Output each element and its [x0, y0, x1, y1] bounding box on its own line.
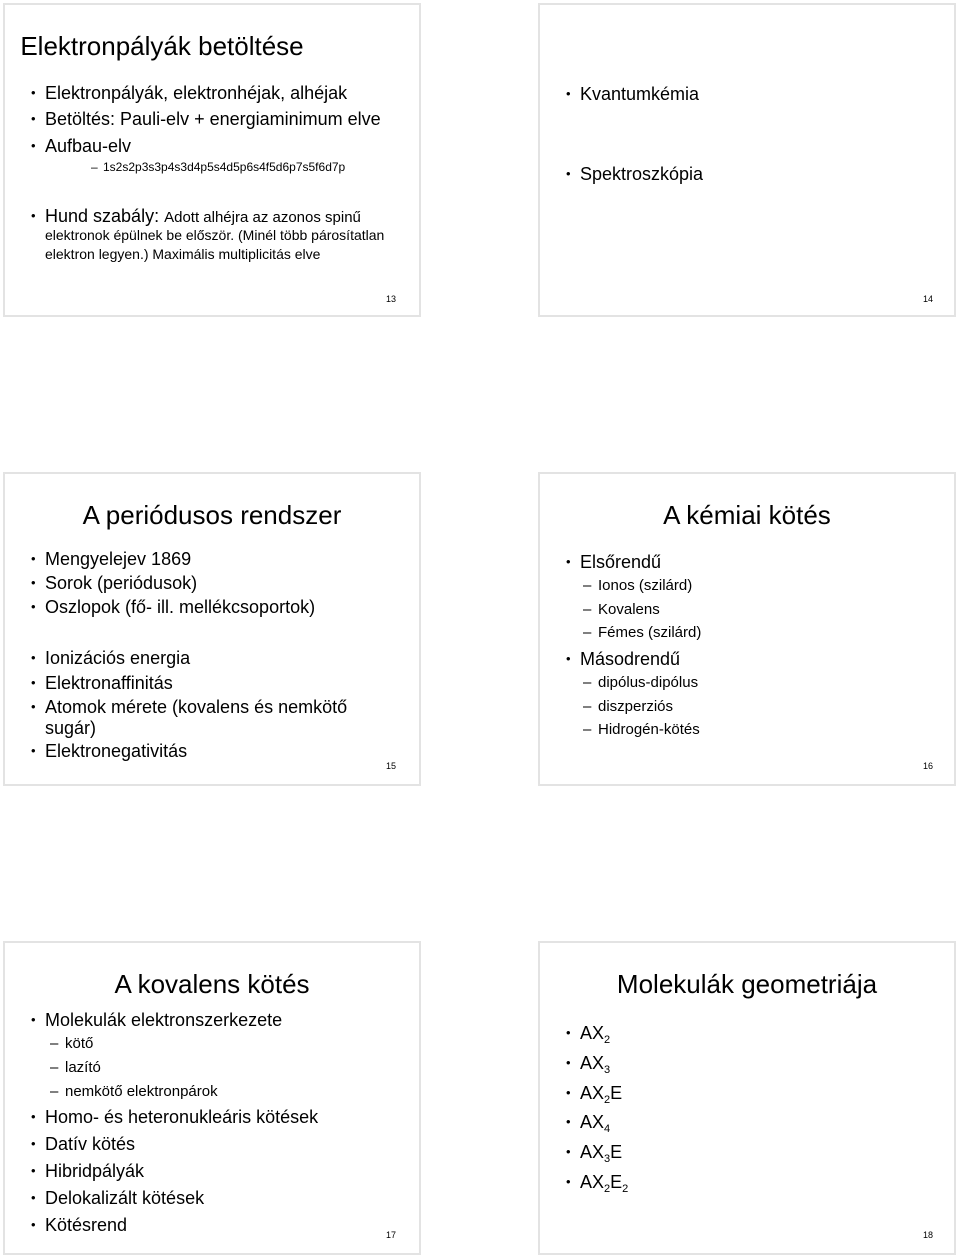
- slide-14: [538, 3, 956, 317]
- bullet-icon: •: [31, 111, 36, 126]
- hund-line-3: elektron legyen.) Maximális multiplicitás elve: [45, 246, 321, 262]
- bullet-icon: •: [31, 138, 36, 153]
- dash-icon: –: [583, 698, 592, 715]
- slide-13: [3, 3, 421, 317]
- dash-icon: –: [583, 624, 592, 641]
- bullet-item: • Hund szabály: Adott alhéjra az azonos spinű: [31, 206, 361, 226]
- bullet-item: • Sorok (periódusok): [31, 573, 198, 593]
- slide-number: 14: [923, 294, 934, 304]
- slide-number: 15: [386, 761, 397, 771]
- bullet-item: • Másodrendű: [566, 649, 681, 669]
- dash-icon: –: [583, 721, 592, 738]
- bullet-item: • Delokalizált kötések: [31, 1188, 205, 1208]
- slide-number: 13: [386, 294, 397, 304]
- slide-number: 17: [386, 1230, 397, 1240]
- bullet-icon: •: [31, 575, 36, 590]
- bullet-item: • Elektronpályák, elektronhéjak, alhéjak: [31, 83, 348, 103]
- bullet-item: • Atomok mérete (kovalens és nemkötő: [31, 697, 348, 717]
- bullet-icon: •: [566, 1085, 571, 1100]
- bullet-item: • Kötésrend: [31, 1215, 128, 1235]
- geometry-item: • $AX_3$: [566, 1053, 611, 1076]
- bullet-item: • Elsőrendű: [566, 552, 662, 572]
- dash-icon: –: [583, 601, 592, 618]
- slide-title: Molekulák geometriája: [616, 969, 878, 999]
- slide-title: A kémiai kötés: [663, 500, 831, 530]
- bullet-item: • Homo- és heteronukleáris kötések: [31, 1107, 319, 1127]
- slide-title: A periódusos rendszer: [82, 500, 342, 530]
- bullet-icon: •: [566, 554, 571, 569]
- bullet-item: • Datív kötés: [31, 1134, 136, 1154]
- slide-number: 16: [923, 761, 934, 771]
- bullet-item: • Hibridpályák: [31, 1161, 145, 1181]
- bullet-icon: •: [566, 1174, 571, 1189]
- bullet-item: • Elektronegativitás: [31, 741, 188, 761]
- sub-item: – lazító: [50, 1059, 101, 1076]
- bullet-item: • Aufbau-elv: [31, 136, 132, 156]
- bullet-icon: •: [31, 1163, 36, 1178]
- slide-15: [3, 472, 421, 786]
- geometry-item: • $AX_2E$: [566, 1083, 623, 1106]
- slide-title: A kovalens kötés: [114, 969, 310, 999]
- bullet-icon: •: [31, 1012, 36, 1027]
- bullet-item: • Elektronaffinitás: [31, 673, 173, 693]
- bullet-icon: •: [31, 599, 36, 614]
- bullet-icon: •: [31, 1136, 36, 1151]
- dash-icon: –: [583, 577, 592, 594]
- sub-item: – Ionos (szilárd): [583, 577, 693, 594]
- sub-item: – nemkötő elektronpárok: [50, 1083, 218, 1100]
- bullet-icon: •: [31, 1217, 36, 1232]
- sub-item: – 1s2s2p3s3p4s3d4p5s4d5p6s4f5d6p7s5f6d7p: [91, 160, 346, 174]
- slide-18: [538, 941, 956, 1255]
- bullet-icon: •: [31, 650, 36, 665]
- bullet-icon: •: [566, 1144, 571, 1159]
- bullet-icon: •: [566, 166, 571, 181]
- bullet-icon: •: [566, 1114, 571, 1129]
- bullet-continuation: sugár): [45, 718, 97, 738]
- bullet-icon: •: [566, 1055, 571, 1070]
- slide-16: [538, 472, 956, 786]
- bullet-item: • Spektroszkópia: [566, 164, 704, 184]
- sub-item: – Fémes (szilárd): [583, 624, 702, 641]
- dash-icon: –: [50, 1035, 59, 1052]
- bullet-item: • Mengyelejev 1869: [31, 549, 192, 569]
- geometry-item: • $AX_2$: [566, 1023, 611, 1046]
- bullet-icon: •: [31, 743, 36, 758]
- bullet-item: • Molekulák elektronszerkezete: [31, 1010, 283, 1030]
- bullet-icon: •: [566, 1025, 571, 1040]
- geometry-item: • $AX_3E$: [566, 1142, 623, 1165]
- dash-icon: –: [50, 1083, 59, 1100]
- bullet-icon: •: [31, 1190, 36, 1205]
- slide-17: [3, 941, 421, 1255]
- geometry-item: • $AX_4$: [566, 1112, 611, 1135]
- dash-icon: –: [583, 674, 592, 691]
- bullet-icon: •: [31, 699, 36, 714]
- bullet-icon: •: [566, 651, 571, 666]
- bullet-item: • Kvantumkémia: [566, 84, 700, 104]
- sub-item: – dipólus-dipólus: [583, 674, 699, 691]
- bullet-icon: •: [31, 551, 36, 566]
- bullet-icon: •: [31, 85, 36, 100]
- bullet-icon: •: [566, 86, 571, 101]
- hund-line-2: elektronok épülnek be először. (Minél több párosítatlan: [45, 227, 385, 243]
- slide-title: Elektronpályák betöltése: [20, 31, 304, 61]
- bullet-item: • Oszlopok (fő- ill. mellékcsoportok): [31, 597, 316, 617]
- geometry-item: • $AX_2E_2$: [566, 1172, 629, 1195]
- sub-item: – Hidrogén-kötés: [583, 721, 700, 738]
- sub-item: – diszperziós: [583, 698, 674, 715]
- bullet-item: • Ionizációs energia: [31, 648, 191, 668]
- dash-icon: –: [50, 1059, 59, 1076]
- sub-item: – kötő: [50, 1035, 94, 1052]
- dash-icon: –: [91, 160, 98, 174]
- bullet-item: • Betöltés: Pauli-elv + energiaminimum elve: [31, 109, 381, 129]
- sub-item: – Kovalens: [583, 601, 660, 618]
- bullet-icon: •: [31, 675, 36, 690]
- slide-number: 18: [923, 1230, 934, 1240]
- bullet-icon: •: [31, 1109, 36, 1124]
- bullet-icon: •: [31, 208, 36, 223]
